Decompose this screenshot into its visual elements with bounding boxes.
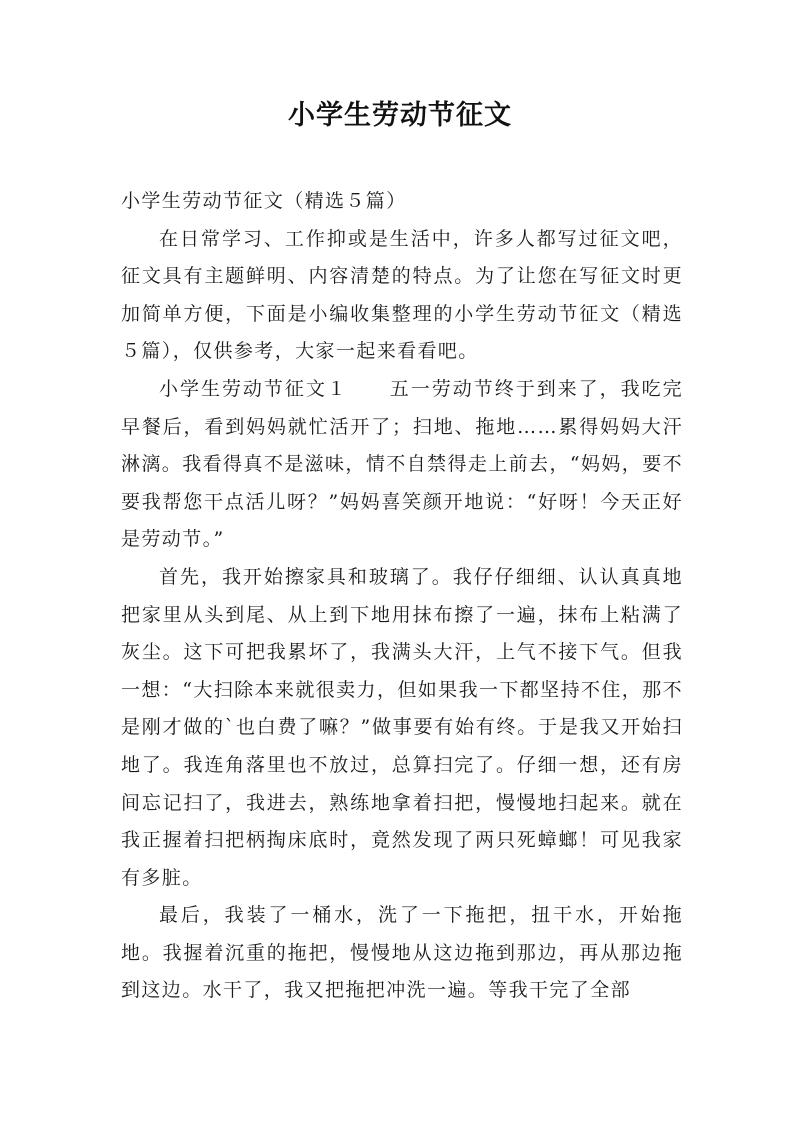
paragraph-intro: 在日常学习、工作抑或是生活中，许多人都写过征文吧，征文具有主题鲜明、内容清楚的特点。为了让您在写征文时更加简单方便，下面是小编收集整理的小学生劳动节征文（精选５篇），仅供参考，大家一起来看看吧。 — [121, 227, 683, 363]
paragraph-essay-1-opening: 小学生劳动节征文１ 五一劳动节终于到来了，我吃完早餐后，看到妈妈就忙活开了；扫地、拖地……累得妈妈大汗淋漓。我看得真不是滋味，情不自禁得走上前去，“妈妈，要不要我帮您干点活儿呀？”妈妈喜笑颜开地说：“好呀！今天正好是劳动节。” — [121, 377, 683, 551]
subtitle-line: 小学生劳动节征文（精选５篇） — [121, 190, 407, 212]
paragraph-cleaning-furniture: 首先，我开始擦家具和玻璃了。我仔仔细细、认认真真地把家里从头到尾、从上到下地用抹布擦了一遍，抹布上粘满了灰尘。这下可把我累坏了，我满头大汗，上气不接下气。但我一想：“大扫除本来就很卖力，但如果我一下都坚持不住，那不是刚才做的`也白费了嘛？”做事要有始有终。于是我又开始扫地了。我连角落里也不放过，总算扫完了。仔细一想，还有房间忘记扫了，我进去，熟练地拿着扫把，慢慢地扫起来。就在我正握着扫把柄掏床底时，竟然发现了两只死蟑螂！可见我家有多脏。 — [121, 565, 683, 889]
document-title: 小学生劳动节征文 — [288, 100, 512, 131]
paragraph-mopping: 最后，我装了一桶水，洗了一下拖把，扭干水，开始拖地。我握着沉重的拖把，慢慢地从这边拖到那边，再从那边拖到这边。水干了，我又把拖把冲洗一遍。等我干完了全部 — [121, 904, 683, 1002]
document-body — [121, 183, 683, 1010]
